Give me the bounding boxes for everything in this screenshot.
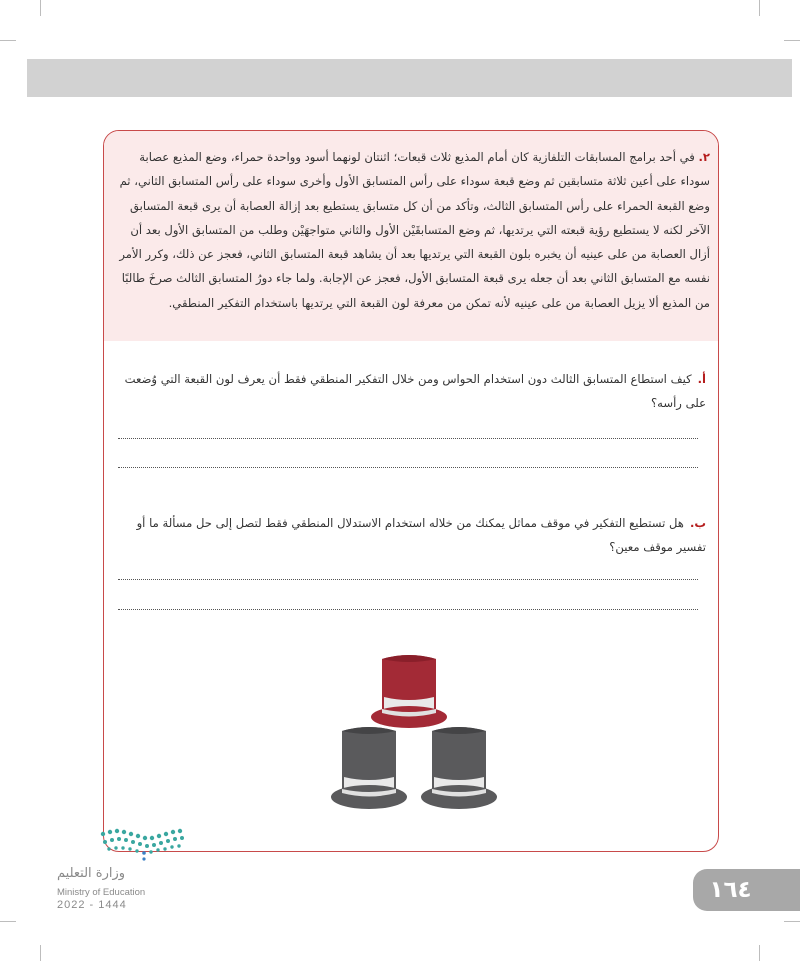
crop-mark [784, 921, 800, 922]
black-hat-icon [331, 727, 407, 809]
question-label: ب. [689, 516, 706, 530]
problem-paragraph [114, 145, 710, 315]
crop-mark [759, 0, 760, 16]
crop-mark [40, 945, 41, 961]
problem-text: في أحد برامج المسابقات التلفازية كان أمام المذيع ثلاث قبعات؛ اثنتان لونهما أسود وواحدة حمراء، وضع المذيع عصابة سوداء على أعين ثلاثة متسابقين ثم وضع قبعة سوداء على رأس المتسابق الأول وأخرى سوداء على رأس المتسابق الثاني، ثم وضع القبعة الحمراء على رأس المتسابق الثالث، وتأكد من أن كل متسابق يستطيع بعد إزالة العصابة أن يرى قبعة المتسابق الآخر لكنه لا يستطيع رؤية قبعته التي يرتديها، ثم وضع المتسابقَيْن الأول والثاني متواجهَيْن وطلب من المتسابق الأول بعد أن أزال العصابة من على عينيه أن يخبره بلون القبعة التي يرتديها بعد أن يشاهد قبعة المتسابق الثاني، فعجز عن ذلك، وكرر الأمر نفسه مع المتسابق الثاني بعد أن جعله يرى قبعة المتسابق الأول، فعجز عن الإجابة. ولما جاء دورُ المتسابق الثالث صرخَ طالبًا من المذيع ألا يزيل العصابة من على عينيه لأنه تمكن من معرفة لون القبعة التي يرتديها باستخدام التفكير المنطقي. [119, 150, 710, 310]
crop-mark [759, 945, 760, 961]
crop-mark [0, 921, 16, 922]
question-a [118, 367, 706, 415]
ministry-name-arabic: وزارة التعليم [57, 866, 126, 881]
problem-number: ٢. [698, 150, 710, 164]
answer-line[interactable] [118, 579, 698, 580]
exercise-card [103, 130, 719, 852]
question-text: كيف استطاع المتسابق الثالث دون استخدام الحواس ومن خلال التفكير المنطقي فقط أن يعرف لون القبعة التي وُضعت على رأسه؟ [124, 372, 706, 410]
black-hat-icon [421, 727, 497, 809]
red-hat-icon [371, 655, 447, 728]
question-label: أ. [697, 372, 706, 386]
answer-line[interactable] [118, 609, 698, 610]
crop-mark [40, 0, 41, 16]
crop-mark [0, 40, 16, 41]
header-band [27, 59, 792, 97]
edition-year: 2022 - 1444 [57, 899, 127, 911]
question-b [118, 511, 706, 559]
three-top-hats-icon [324, 649, 504, 819]
page-number: ١٦٤ [709, 877, 752, 903]
answer-line[interactable] [118, 438, 698, 439]
ministry-name-english: Ministry of Education [57, 887, 146, 898]
crop-mark [784, 40, 800, 41]
ministry-logo-icon [55, 826, 200, 866]
question-text: هل تستطيع التفكير في موقف مماثل يمكنك من خلاله استخدام الاستدلال المنطقي فقط لتصل إلى حل مسألة ما أو تفسير موقف معين؟ [136, 516, 706, 554]
answer-line[interactable] [118, 467, 698, 468]
